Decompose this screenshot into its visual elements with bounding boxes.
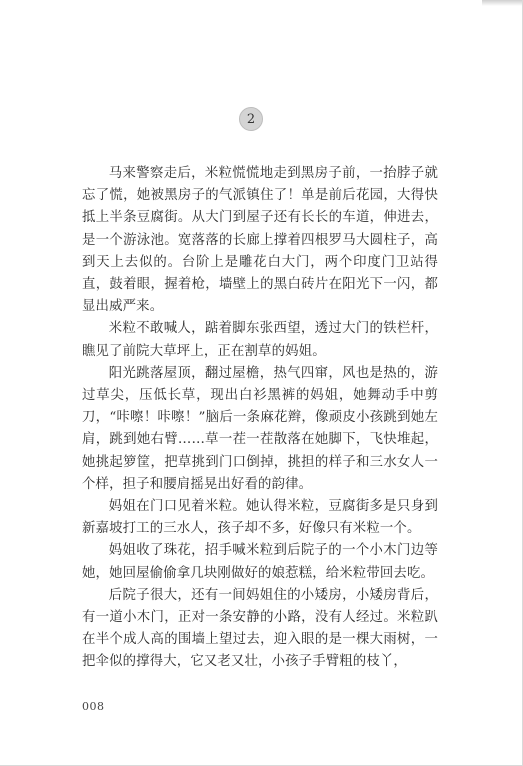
- paragraph: 米粒不敢喊人，踮着脚东张西望，透过大门的铁栏杆，瞧见了前院大草坪上，正在割草的妈姐。: [82, 321, 438, 359]
- paragraph: 妈姐在门口见着米粒。她认得米粒，豆腐街多是只身到新嘉坡打工的三水人，孩子却不多，好像只有米粒一个。: [82, 499, 438, 537]
- paragraph: 马来警察走后，米粒慌慌地走到黑房子前，一抬脖子就忘了慌，她被黑房子的气派镇住了！单是前后花园，大得快抵上半条豆腐街。从大门到屋子还有长长的车道，伸进去，是一个游泳池。宽落落的长廊上撑着四根罗马大圆柱子，高到天上去似的。台阶上是雕花白大门，两个印度门卫站得直，鼓着眼，握着枪，墙壁上的黑白砖片在阳光下一闪，都显出威严来。: [82, 166, 438, 315]
- paragraph: 后院子很大，还有一间妈姐住的小矮房，小矮房背后，有一道小木门，正对一条安静的小路，没有人经过。米粒趴在半个成人高的围墙上望过去，迎入眼的是一棵大雨树，一把伞似的撑得大，它又老又壮，小孩子手臂粗的枝丫，: [82, 587, 438, 670]
- page-edge-shadow: [482, 0, 522, 6]
- page-number: 008: [82, 700, 105, 713]
- paragraph: 阳光跳落屋顶，翻过屋檐，热气四窜，风也是热的，游过草尖，压低长草，现出白衫黑裤的妈姐，她舞动手中剪刀，“咔嚓！咔嚓！”脑后一条麻花辫，像顽皮小孩跳到她左肩，跳到她右臂……草一茬一茬散落在她脚下，飞快堆起，她挑起箩筐，把草挑到门口倒掉，挑担的样子和三水女人一个样，担子和腰肩摇晃出好看的韵律。: [82, 365, 438, 492]
- chapter-number: 2: [246, 111, 256, 127]
- paragraph: 妈姐收了珠花，招手喊米粒到后院子的一个小木门边等她，她回屋偷偷拿几块刚做好的娘惹糕，给米粒带回去吃。: [82, 543, 438, 581]
- chapter-number-badge: [239, 107, 263, 131]
- body-text: [82, 163, 438, 674]
